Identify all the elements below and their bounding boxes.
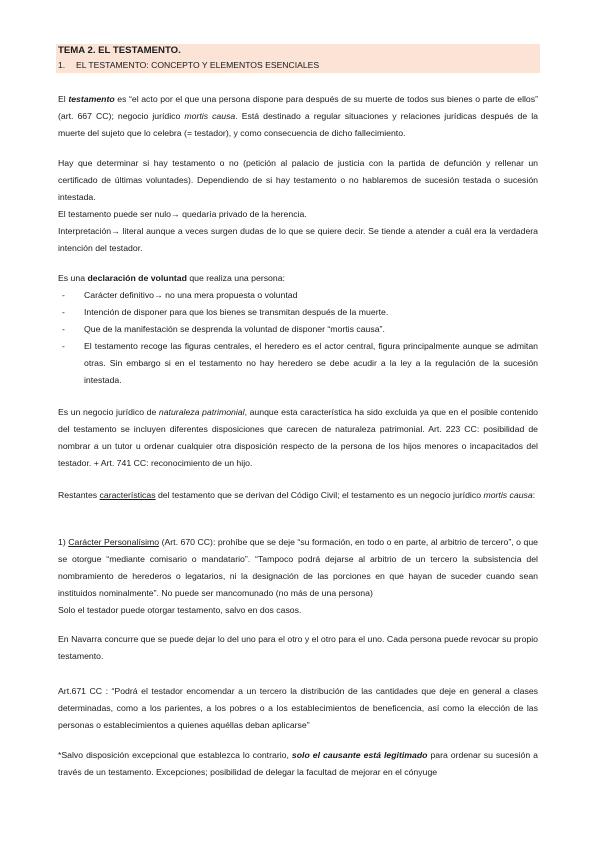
paragraph-interpretacion: Interpretación→ literal aunque a veces surgen dudas de lo que se quiere decir. Se tiende a atender a cuál era la verdadera intención del testador. [58, 226, 538, 253]
determination-block [58, 155, 538, 257]
text-run: del testamento que se derivan del Código Civil; el testamento es un negocio jurídico [155, 490, 484, 500]
paragraph-nulo: El testamento puede ser nulo→ quedaría privado de la herencia. [58, 209, 307, 219]
paragraph-solo: Solo el testador puede otorgar testamento, salvo en dos casos. [58, 605, 302, 615]
text-run: que realiza una persona: [186, 273, 285, 283]
declaration-block [58, 270, 538, 389]
salvo-paragraph [58, 747, 538, 781]
art671-paragraph [58, 683, 538, 734]
paragraph-navarra: En Navarra concurre que se puede dejar lo del uno para el otro y el otro para el uno. Cada persona puede revocar su propio testamento. [58, 634, 538, 661]
text-run: Restantes [58, 490, 100, 500]
text-run: : [532, 490, 536, 500]
term-mortis-causa: mortis causa [184, 111, 236, 121]
term-caracteristicas: características [99, 490, 156, 500]
section-title: EL TESTAMENTO: CONCEPTO Y ELEMENTOS ESENCIALES [76, 60, 320, 70]
characteristics-paragraph [58, 487, 538, 504]
text-run: Es una [58, 273, 88, 283]
term-declaracion: declaración de voluntad [87, 273, 187, 283]
text-run: Es un negocio jurídico de [58, 407, 159, 417]
page-title: TEMA 2. EL TESTAMENTO. [58, 45, 181, 56]
list-item: - Carácter definitivo→ no una mera propuesta o voluntad [58, 287, 538, 304]
text-run: El [58, 94, 69, 104]
list-item: - Que de la manifestación se desprenda la voluntad de disponer “mortis causa”. [58, 321, 538, 338]
item-number: 1) [58, 537, 69, 547]
term-testamento: testamento [68, 94, 115, 104]
list-item: - Intención de disponer para que los bienes se transmitan después de la muerte. [58, 304, 538, 321]
paragraph-hay: Hay que determinar si hay testamento o no (petición al palacio de justicia con la partida de defunción y rellenar un certificado de últimas voluntades). Dependiendo de si hay testamento o no hablaremos de sucesión testada o sucesión intestada. [58, 158, 538, 202]
term-naturaleza-patrimonial: naturaleza patrimonial [158, 407, 245, 417]
term-mortis-causa: mortis causa [483, 490, 533, 500]
paragraph-art671: Art.671 CC : “Podrá el testador encomendar a un tercero la distribución de las cantidades que deje en general a clases determinadas, como a los parientes, a los pobres o a los establecimientos de beneficencia, así como la elección de las personas o establecimientos a quienes aquéllas deban aplicarse” [58, 686, 538, 730]
list-item: - El testamento recoge las figuras centrales, el heredero es el actor central, figura principalmente aunque se admitan otras. Sin embargo si en el testamento no hay heredero se debe acudir a la ley a la regulación de la sucesión intestada. [58, 338, 538, 389]
definition-paragraph [58, 91, 538, 142]
text-run: para ordenar su sucesión a través de un testamento. Excepciones; posibilidad de delegar la facultad de mejorar en el cónyuge [58, 750, 538, 777]
section-heading [58, 60, 319, 70]
text-run: *Salvo disposición excepcional que establezca lo contrario, [58, 750, 292, 760]
heading-personalisimo: Carácter Personalísimo [68, 537, 160, 547]
text-run: es “el acto por el que una persona dispone para después de su muerte de todos sus bienes o parte de ellos” (art. 667 CC); negocio jurídico [58, 94, 539, 121]
text-run: , aunque esta característica ha sido excluida ya que en el posible contenido del testamento se incluyen diferentes disposiciones que carecen de naturaleza patrimonial. Art. 223 CC: posibilidad de nombrar a un tutor u ordenar cualquier otra disposición respecto de la persona de los hijos menores o incapacitados del testador. + Art. 741 CC: reconocimiento de un hijo. [58, 407, 538, 468]
patrimonial-paragraph [58, 404, 538, 472]
navarra-paragraph [58, 631, 538, 665]
personalisimo-block [58, 534, 538, 619]
text-run: . Está destinado a regular situaciones y relaciones jurídicas después de la muerte del sujeto que lo celebra (= testador), y como consecuencia de dicho fallecimiento. [58, 111, 538, 138]
term-legitimado: solo el causante está legitimado [291, 750, 428, 760]
text-run: (Art. 670 CC): prohíbe que se deje “su formación, en todo o en parte, al arbitrio de tercero”, o que se otorgue “mediante comisario o mandatario”. “Tampoco podrá dejarse al arbitrio de un tercero la subsistencia del nombramiento de herederos o legatarios, ni la designación de las porciones en que hayan de suceder cuando sean instituidos nominalmente”. No puede ser mancomunado (no más de una persona) [58, 537, 538, 598]
section-number: 1. [58, 60, 66, 70]
